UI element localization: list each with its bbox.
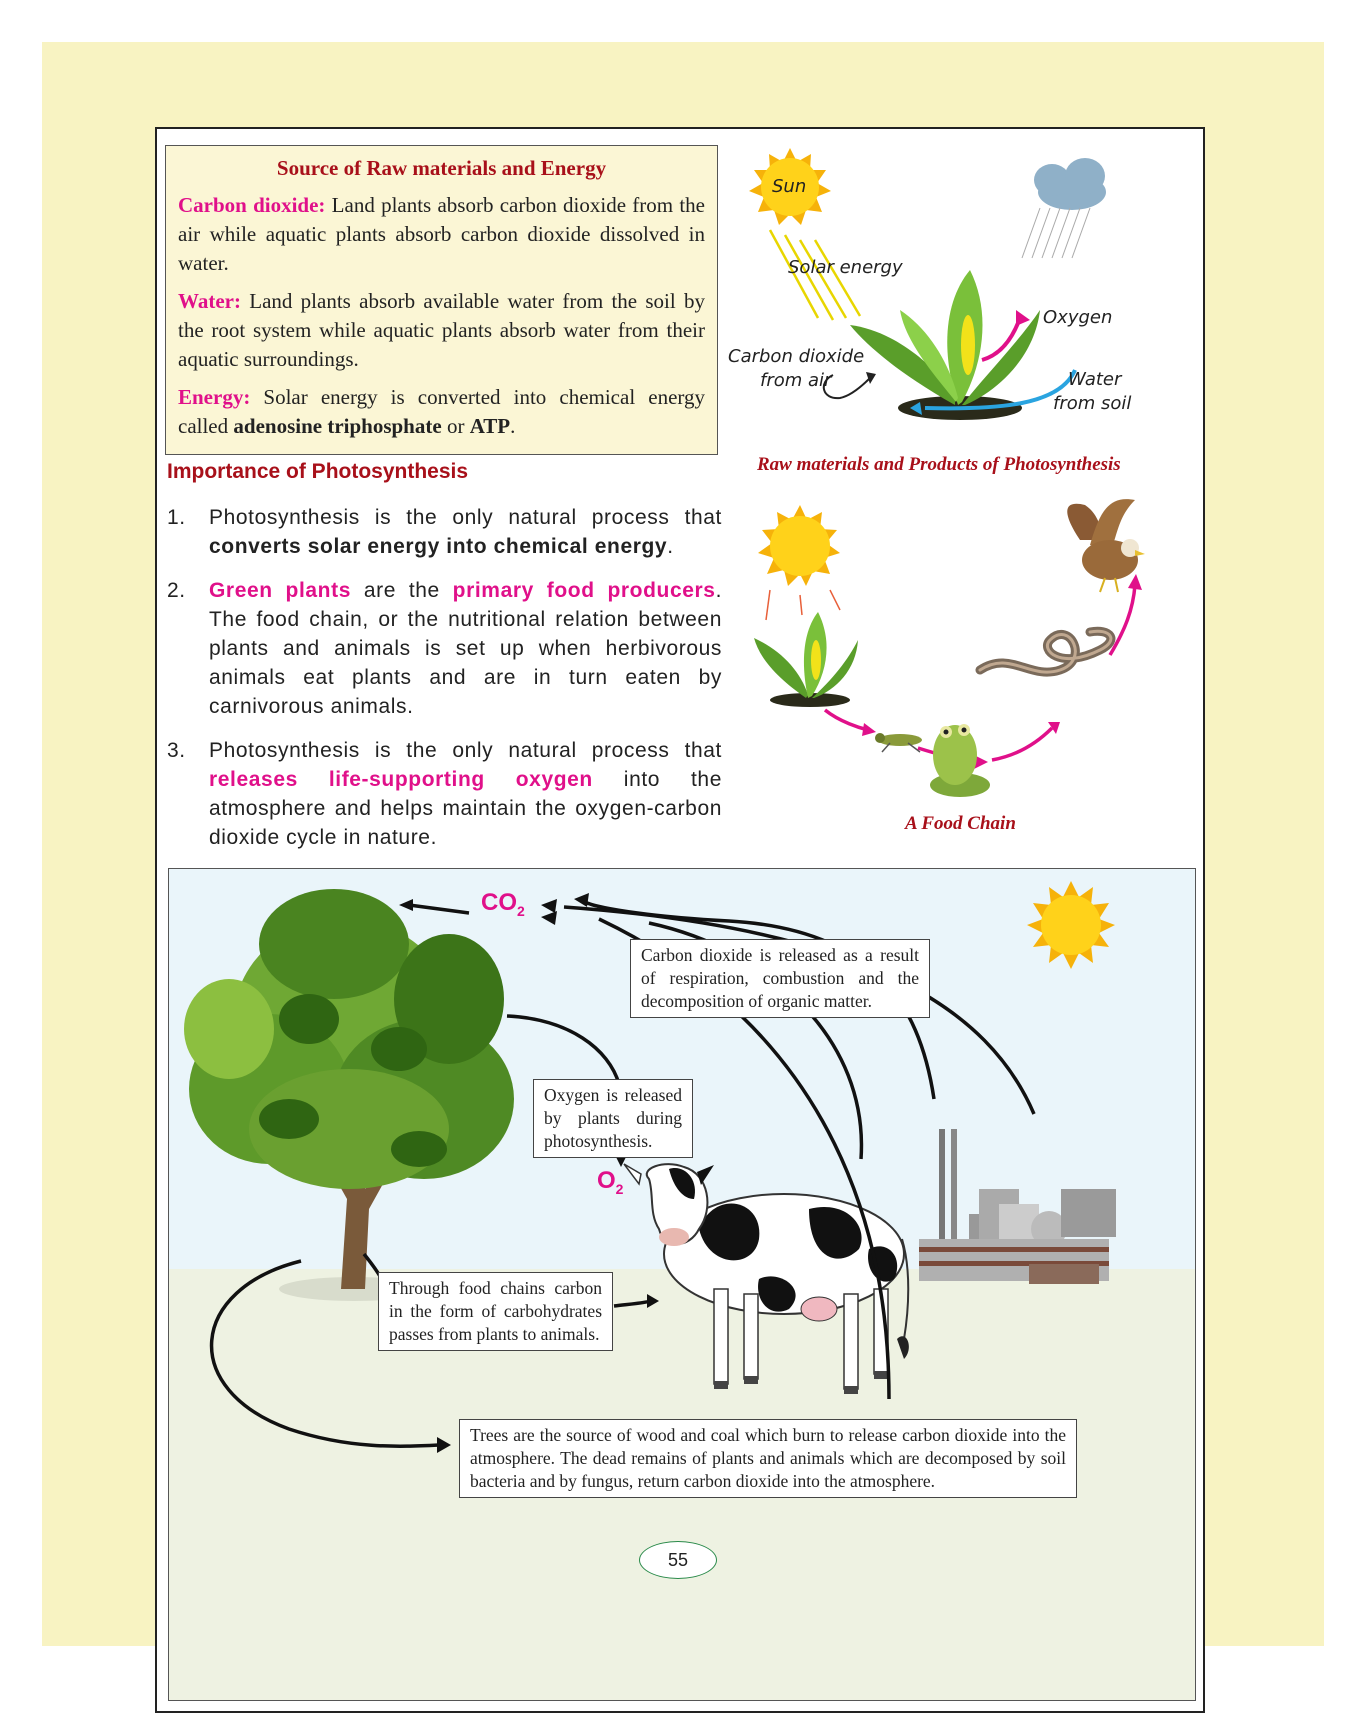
- energy-label: Energy:: [178, 385, 251, 409]
- co2-paragraph: [178, 191, 705, 278]
- item3-text-a: Photosynthesis is the only natural process that: [209, 739, 722, 762]
- cycle-sun-icon: [1027, 881, 1115, 969]
- importance-title: Importance of Photosynthesis: [167, 460, 469, 483]
- oxygen-label: Oxygen: [1043, 307, 1113, 328]
- plant-icon: [850, 270, 1040, 420]
- tree-to-o2-arrow: [507, 1016, 619, 1084]
- grasshopper-icon: [875, 733, 922, 752]
- o2-label: [597, 1167, 623, 1197]
- water-text: Land plants absorb available water from the soil by the root system while aquatic plants absorb water from their aquatic surroundings.: [178, 289, 705, 371]
- importance-item-1: [167, 503, 722, 561]
- item1-text-a: Photosynthesis is the only natural process that: [209, 506, 722, 529]
- note-trees-coal: Trees are the source of wood and coal which burn to release carbon dioxide into the atmosphere. The dead remains of plants and animals which are decomposed by soil bacteria and by fungus, return carbon dioxide into the atmosphere.: [459, 1419, 1077, 1498]
- tree-icon: [184, 889, 514, 1301]
- item-number: 3.: [167, 739, 186, 762]
- co2-label: Carbon dioxide:: [178, 193, 326, 217]
- snake-icon: [980, 631, 1111, 672]
- food-chain-plant-icon: [754, 612, 858, 707]
- food-chain-sun-icon: [758, 505, 840, 586]
- energy-bold-1: adenosine triphosphate: [233, 414, 442, 438]
- arrowhead: [1128, 574, 1142, 590]
- water-paragraph: [178, 287, 705, 374]
- water-label: Water: [1068, 369, 1122, 390]
- energy-paragraph: [178, 383, 705, 441]
- energy-text-2: or: [441, 414, 470, 438]
- energy-text-3: .: [510, 414, 516, 438]
- o2-main: O: [597, 1167, 616, 1194]
- solar-energy-label: Solar energy: [788, 257, 903, 278]
- item-number: 1.: [167, 506, 186, 529]
- energy-text-1: Solar energy is converted into chemical energy called: [178, 385, 705, 438]
- importance-item-2: [167, 576, 722, 721]
- item2-pink-b: primary food producers: [452, 579, 716, 602]
- cow-icon: [624, 1164, 909, 1394]
- co2-label: [481, 889, 525, 919]
- item-number: 2.: [167, 579, 186, 602]
- water-label: Water:: [178, 289, 241, 313]
- item-text: [209, 503, 722, 561]
- photosynthesis-caption: Raw materials and Products of Photosynthesis: [757, 454, 1121, 475]
- oxygen-arrowhead: [1016, 310, 1030, 326]
- item1-bold: converts solar energy into chemical energy: [209, 535, 668, 558]
- co2-text: Land plants absorb carbon dioxide from the air while aquatic plants absorb carbon dioxide dissolved in water.: [178, 193, 706, 275]
- source-box-title: Source of Raw materials and Energy: [276, 156, 607, 180]
- snake-to-eagle-arrow: [1110, 585, 1135, 655]
- note-o2-release: Oxygen is released by plants during photosynthesis.: [533, 1079, 693, 1158]
- co2-sub: 2: [517, 902, 525, 919]
- item3-pink: releases life-supporting oxygen: [209, 768, 593, 791]
- item3-text-b: into the atmosphere and helps maintain the oxygen-carbon dioxide cycle in nature.: [209, 768, 722, 849]
- importance-list: [167, 503, 722, 867]
- item-text: [209, 736, 722, 852]
- item-text: [209, 576, 722, 721]
- eagle-icon: [1067, 499, 1145, 592]
- co2-to-tree-arrow: [409, 905, 469, 913]
- from-soil-label: from soil: [1053, 393, 1132, 414]
- energy-bold-2: ATP: [469, 414, 511, 438]
- item1-text-b: .: [667, 535, 674, 558]
- sun-label: Sun: [772, 176, 807, 197]
- page-number: 55: [639, 1541, 717, 1579]
- co2-label: Carbon dioxide: [728, 346, 865, 367]
- source-raw-materials-box: [165, 145, 718, 455]
- o2-sub: 2: [615, 1180, 624, 1197]
- item2-text-a: are the: [350, 579, 453, 602]
- arrowhead: [862, 723, 876, 736]
- sun-to-plant-arrows: [766, 590, 840, 620]
- note-food-chain: Through food chains carbon in the form of carbohydrates passes from plants to animals.: [378, 1272, 613, 1351]
- co2-arrowhead: [866, 372, 876, 384]
- frog-to-snake-arrow: [992, 728, 1052, 760]
- item2-text-b: . The food chain, or the nutritional relation between plants and animals is set up when herbivorous animals eat plants and are in turn eaten by carnivorous animals.: [209, 579, 723, 718]
- from-air-label: from air: [760, 370, 832, 391]
- factory-icon: [919, 1129, 1116, 1284]
- food-to-cow-arrow: [614, 1301, 651, 1306]
- item2-pink-a: Green plants: [209, 579, 351, 602]
- food-chain-illustration: [740, 500, 1200, 810]
- plant-to-grasshopper-arrow: [825, 710, 868, 730]
- rain-cloud-icon: [1022, 158, 1106, 258]
- importance-item-3: [167, 736, 722, 852]
- food-chain-caption: A Food Chain: [905, 813, 1016, 834]
- co2-main: CO: [481, 889, 517, 916]
- note-co2-release: Carbon dioxide is released as a result of respiration, combustion and the decomposition of organic matter.: [630, 939, 930, 1018]
